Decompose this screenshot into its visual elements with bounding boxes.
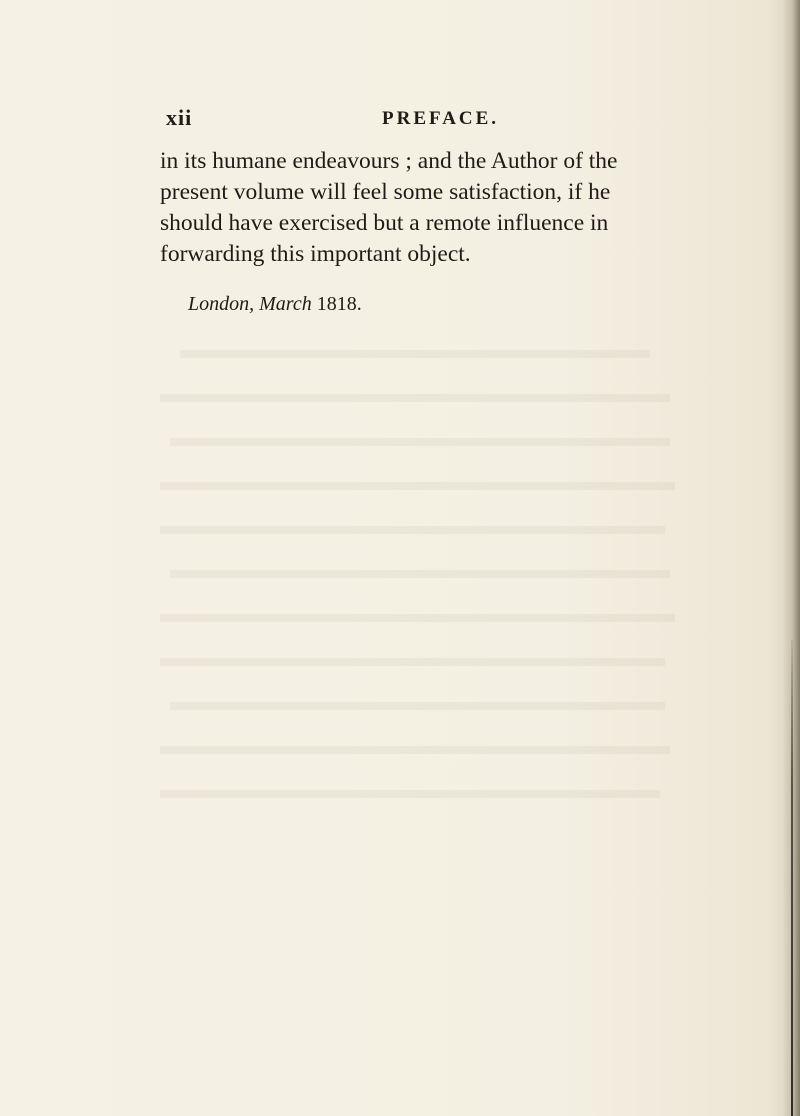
text-line: in its humane endeavours ; and the Author of the (160, 148, 618, 174)
page-number: xii (166, 105, 193, 130)
text-line: forwarding this important object. (160, 241, 471, 267)
signoff-year: 1818. (316, 293, 362, 315)
signoff-place: London, March (188, 293, 312, 315)
show-through-texture (160, 330, 700, 830)
running-head (160, 104, 680, 132)
text-line: present volume will feel some satisfaction, if he (160, 179, 611, 205)
text-line: should have exercised but a remote influence in (160, 210, 609, 236)
place-and-date (188, 290, 362, 318)
body-paragraph (160, 146, 681, 270)
section-heading: PREFACE. (382, 108, 500, 129)
page-binding-edge (791, 640, 793, 1116)
